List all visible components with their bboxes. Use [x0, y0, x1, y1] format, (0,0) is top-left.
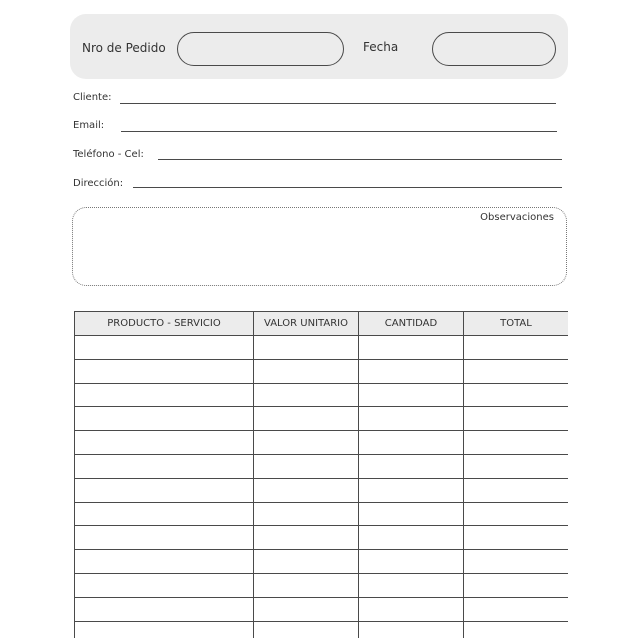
- product-service-cell[interactable]: [75, 502, 254, 526]
- quantity-cell[interactable]: [359, 407, 464, 431]
- product-service-cell[interactable]: [75, 550, 254, 574]
- total-cell[interactable]: [464, 431, 569, 455]
- order-number-field[interactable]: [177, 32, 344, 66]
- product-service-cell[interactable]: [75, 383, 254, 407]
- total-cell[interactable]: [464, 573, 569, 597]
- email-label: Email:: [73, 120, 105, 131]
- unit-price-cell[interactable]: [254, 454, 359, 478]
- order-number-label: Nro de Pedido: [82, 41, 166, 55]
- table-row: [75, 526, 569, 550]
- total-cell[interactable]: [464, 621, 569, 638]
- client-field[interactable]: [120, 103, 556, 104]
- phone-label: Teléfono - Cel:: [73, 149, 144, 160]
- observations-label: Observaciones: [480, 212, 554, 223]
- table-row: [75, 383, 569, 407]
- quantity-cell[interactable]: [359, 550, 464, 574]
- unit-price-cell[interactable]: [254, 383, 359, 407]
- column-header-unit-price: VALOR UNITARIO: [254, 312, 359, 336]
- table-row: [75, 597, 569, 621]
- total-cell[interactable]: [464, 502, 569, 526]
- quantity-cell[interactable]: [359, 383, 464, 407]
- client-label: Cliente:: [73, 92, 112, 103]
- table-row: [75, 336, 569, 360]
- table-row: [75, 359, 569, 383]
- product-service-cell[interactable]: [75, 621, 254, 638]
- product-service-cell[interactable]: [75, 454, 254, 478]
- unit-price-cell[interactable]: [254, 597, 359, 621]
- total-cell[interactable]: [464, 454, 569, 478]
- email-field[interactable]: [121, 131, 557, 132]
- total-cell[interactable]: [464, 336, 569, 360]
- table-row: [75, 431, 569, 455]
- unit-price-cell[interactable]: [254, 573, 359, 597]
- unit-price-cell[interactable]: [254, 621, 359, 638]
- date-label: Fecha: [363, 40, 399, 54]
- unit-price-cell[interactable]: [254, 550, 359, 574]
- unit-price-cell[interactable]: [254, 336, 359, 360]
- quantity-cell[interactable]: [359, 621, 464, 638]
- table-row: [75, 454, 569, 478]
- quantity-cell[interactable]: [359, 359, 464, 383]
- date-field[interactable]: [432, 32, 556, 66]
- unit-price-cell[interactable]: [254, 431, 359, 455]
- quantity-cell[interactable]: [359, 573, 464, 597]
- total-cell[interactable]: [464, 407, 569, 431]
- total-cell[interactable]: [464, 526, 569, 550]
- table-header-row: [75, 312, 569, 336]
- column-header-product-service: PRODUCTO - SERVICIO: [75, 312, 254, 336]
- address-field[interactable]: [133, 187, 562, 188]
- items-table-container: [74, 311, 568, 638]
- quantity-cell[interactable]: [359, 526, 464, 550]
- table-row: [75, 502, 569, 526]
- product-service-cell[interactable]: [75, 359, 254, 383]
- unit-price-cell[interactable]: [254, 359, 359, 383]
- quantity-cell[interactable]: [359, 478, 464, 502]
- column-header-quantity: CANTIDAD: [359, 312, 464, 336]
- quantity-cell[interactable]: [359, 502, 464, 526]
- unit-price-cell[interactable]: [254, 502, 359, 526]
- total-cell[interactable]: [464, 550, 569, 574]
- total-cell[interactable]: [464, 359, 569, 383]
- items-table: [74, 311, 568, 638]
- column-header-total: TOTAL: [464, 312, 569, 336]
- product-service-cell[interactable]: [75, 431, 254, 455]
- order-header-panel: [70, 14, 568, 79]
- unit-price-cell[interactable]: [254, 407, 359, 431]
- observations-field[interactable]: [72, 207, 567, 286]
- total-cell[interactable]: [464, 478, 569, 502]
- product-service-cell[interactable]: [75, 407, 254, 431]
- unit-price-cell[interactable]: [254, 526, 359, 550]
- phone-field[interactable]: [158, 159, 562, 160]
- product-service-cell[interactable]: [75, 336, 254, 360]
- quantity-cell[interactable]: [359, 597, 464, 621]
- quantity-cell[interactable]: [359, 454, 464, 478]
- table-row: [75, 621, 569, 638]
- table-row: [75, 478, 569, 502]
- unit-price-cell[interactable]: [254, 478, 359, 502]
- total-cell[interactable]: [464, 383, 569, 407]
- address-label: Dirección:: [73, 178, 124, 189]
- product-service-cell[interactable]: [75, 573, 254, 597]
- product-service-cell[interactable]: [75, 597, 254, 621]
- product-service-cell[interactable]: [75, 526, 254, 550]
- table-row: [75, 573, 569, 597]
- total-cell[interactable]: [464, 597, 569, 621]
- table-row: [75, 550, 569, 574]
- quantity-cell[interactable]: [359, 431, 464, 455]
- product-service-cell[interactable]: [75, 478, 254, 502]
- items-table-body: [75, 336, 569, 638]
- quantity-cell[interactable]: [359, 336, 464, 360]
- table-row: [75, 407, 569, 431]
